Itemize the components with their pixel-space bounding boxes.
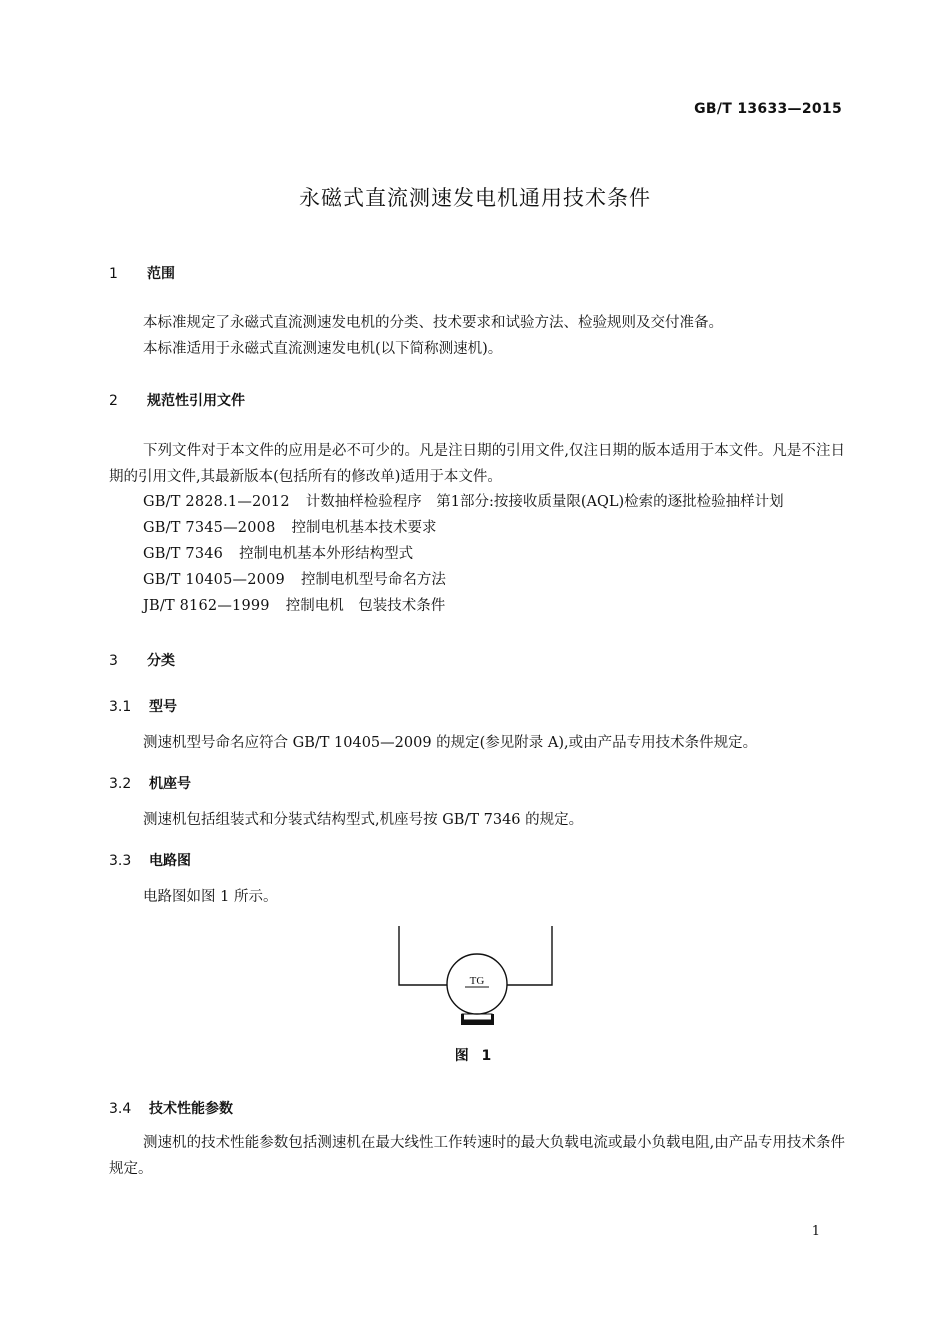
- subsection-3-2-heading: [109, 773, 191, 793]
- subsection-title: 技术性能参数: [149, 1101, 233, 1117]
- subsection-number: 3.1: [109, 699, 132, 715]
- reference-item: [143, 489, 784, 515]
- reference-item: [143, 541, 413, 567]
- document-title: 永磁式直流测速发电机通用技术条件: [299, 186, 651, 210]
- section-number: 2: [109, 393, 118, 409]
- section-3-heading: [109, 650, 175, 670]
- page-number: 1: [811, 1224, 820, 1239]
- paragraph: 本标准适用于永磁式直流测速发电机(以下简称测速机)。: [143, 341, 503, 357]
- section-number: 1: [109, 266, 118, 282]
- reference-item: [143, 567, 446, 593]
- reference-title: 计数抽样检验程序 第1部分:按接收质量限(AQL)检索的逐批检验抽样计划: [305, 494, 784, 510]
- reference-code: JB/T 8162—1999: [143, 598, 270, 614]
- paragraph: 下列文件对于本文件的应用是必不可少的。凡是注日期的引用文件,仅注日期的版本适用于本文件。凡是不注日期的引用文件,其最新版本(包括所有的修改单)适用于本文件。: [109, 443, 845, 485]
- left-wire: [399, 926, 447, 985]
- section-title: 范围: [147, 266, 175, 282]
- section-2-heading: [109, 390, 245, 410]
- magnet-symbol-inner: [462, 1014, 492, 1020]
- section-number: 3: [109, 653, 118, 669]
- figure-caption: 图 1: [454, 1048, 496, 1064]
- paragraph: 本标准规定了永磁式直流测速发电机的分类、技术要求和试验方法、检验规则及交付准备。: [143, 315, 723, 331]
- reference-code: GB/T 2828.1—2012: [143, 494, 290, 510]
- subsection-number: 3.4: [109, 1101, 132, 1117]
- reference-item: [143, 515, 437, 541]
- section-1-heading: [109, 263, 175, 283]
- subsection-number: 3.2: [109, 776, 132, 792]
- paragraph: 测速机型号命名应符合 GB/T 10405—2009 的规定(参见附录 A),或由产品专用技术条件规定。: [143, 735, 758, 751]
- section-title: 规范性引用文件: [147, 393, 245, 409]
- reference-code: GB/T 7345—2008: [143, 520, 276, 536]
- right-wire: [507, 926, 552, 985]
- paragraph: 电路图如图 1 所示。: [143, 889, 278, 905]
- paragraph: 测速机的技术性能参数包括测速机在最大线性工作转速时的最大负载电流或最小负载电阻,由产品专用技术条件规定。: [109, 1135, 845, 1177]
- generator-label: TG: [469, 975, 485, 987]
- reference-title: 控制电机型号命名方法: [300, 572, 446, 588]
- subsection-title: 型号: [149, 699, 177, 715]
- circuit-diagram: [395, 922, 561, 1032]
- reference-title: 控制电机 包装技术条件: [285, 598, 446, 614]
- reference-item: [143, 593, 445, 619]
- reference-code: GB/T 7346: [143, 546, 224, 562]
- standard-number: GB/T 13633—2015: [694, 101, 842, 117]
- reference-title: 控制电机基本外形结构型式: [239, 546, 414, 562]
- subsection-3-4-heading: [109, 1098, 233, 1118]
- subsection-title: 电路图: [149, 853, 191, 869]
- subsection-3-3-heading: [109, 850, 191, 870]
- subsection-title: 机座号: [149, 776, 191, 792]
- subsection-number: 3.3: [109, 853, 132, 869]
- reference-title: 控制电机基本技术要求: [291, 520, 437, 536]
- section-title: 分类: [147, 653, 175, 669]
- paragraph: 测速机包括组装式和分装式结构型式,机座号按 GB/T 7346 的规定。: [143, 812, 584, 828]
- reference-code: GB/T 10405—2009: [143, 572, 285, 588]
- subsection-3-1-heading: [109, 696, 177, 716]
